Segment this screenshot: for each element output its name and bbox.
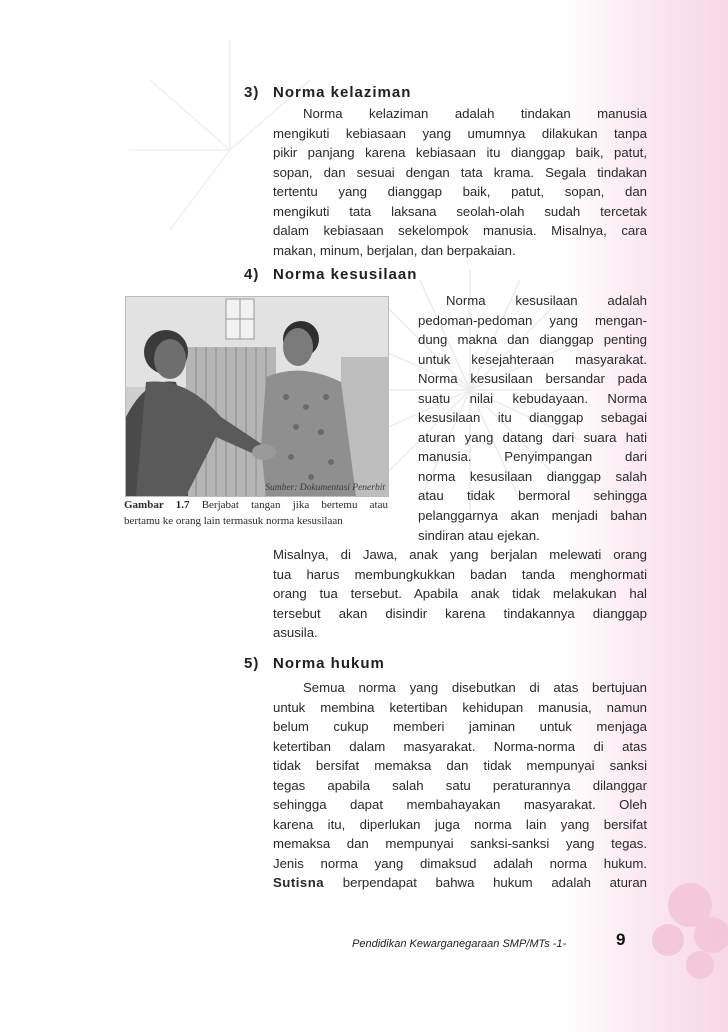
text-line: mengikuti kebiasaan yang umumnya dilakukan tanpa xyxy=(273,125,647,141)
text-line: Semua norma yang disebutkan di atas bertujuan xyxy=(303,680,647,695)
text-line: suatu nilai kebudayaan. Norma xyxy=(418,390,647,406)
text-line: tegas apabila salah satu peraturannya dilanggar xyxy=(273,777,647,793)
text-line: pikir panjang karena kebiasaan itu dianggap baik, patut, xyxy=(273,145,647,161)
text-segment: berpendapat bahwa hukum adalah aturan xyxy=(324,875,647,891)
text-line: tertentu yang dianggap baik, patut, sopan, dan xyxy=(273,184,647,200)
text-line: untuk kesejahteraan masyarakat. xyxy=(418,351,647,367)
caption-line xyxy=(124,497,388,513)
section-heading-norma-kesusilaan xyxy=(244,266,417,283)
text-line: asusila. xyxy=(273,625,318,641)
caption-line: bertamu ke orang lain termasuk norma kesusilaan xyxy=(124,515,343,527)
text-line: Norma kesusilaan adalah xyxy=(446,293,647,308)
text-line: dalam kebiasaan sekelompok manusia. Misalnya, cara xyxy=(273,223,647,239)
text-line: pelanggarnya akan menjadi bahan xyxy=(418,508,647,524)
section-heading-norma-hukum xyxy=(244,655,385,672)
section-title: Norma hukum xyxy=(273,655,385,672)
text-line: kesusilaan itu dianggap sebagai xyxy=(418,410,647,426)
footer-book-title: Pendidikan Kewarganegaraan SMP/MTs -1- xyxy=(352,938,567,950)
text-line: mengikuti tata laksana seolah-olah sudah tercetak xyxy=(273,203,647,219)
photo-handshake xyxy=(125,296,389,497)
text-line: belum cukup memberi jaminan untuk menjaga xyxy=(273,719,647,735)
text-line: sopan, dan sesuai dengan tata krama. Segala tindakan xyxy=(273,164,647,180)
text-line: memaksa dan mempunyai sanksi-sanksi yang tegas. xyxy=(273,836,647,852)
text-line: aturan yang datang dari suara hati xyxy=(418,429,647,445)
text-line: atau tidak bermoral sehingga xyxy=(418,488,647,504)
author-name: Sutisna xyxy=(273,875,325,891)
text-line: manusia. Penyimpangan dari xyxy=(418,449,647,465)
paragraph-norma-hukum xyxy=(273,678,647,893)
caption-text: Berjabat tangan jika bertemu atau xyxy=(189,499,388,511)
text-line: tidak bersifat memaksa dan tidak mempunyai sanksi xyxy=(273,758,647,774)
figure-caption xyxy=(124,497,388,529)
text-line xyxy=(273,873,647,893)
text-line: karena itu, diperlukan juga norma lain yang bersifat xyxy=(273,816,647,832)
section-number: 3) xyxy=(244,84,260,101)
section-title: Norma kesusilaan xyxy=(273,266,418,283)
text-line: pedoman-pedoman yang mengan- xyxy=(418,312,647,328)
section-number: 5) xyxy=(244,655,260,672)
text-line: Norma kelaziman adalah tindakan manusia xyxy=(303,106,647,121)
handshake-illustration xyxy=(126,297,388,496)
text-line: sindiran atau ejekan. xyxy=(418,527,540,543)
text-line: untuk membina ketertiban kehidupan manusia, namun xyxy=(273,699,647,715)
text-line: Norma kesusilaan bersandar pada xyxy=(418,371,647,387)
section-number: 4) xyxy=(244,266,260,283)
text-line: tersebut akan disindir karena tindakannya dianggap xyxy=(273,605,647,621)
text-line: dung makna dan dianggap penting xyxy=(418,332,647,348)
text-line: orang tua tersebut. Apabila anak tidak melakukan hal xyxy=(273,586,647,602)
paragraph-norma-kelaziman xyxy=(273,104,647,260)
page-number: 9 xyxy=(616,930,626,949)
text-line: Jenis norma yang dimaksud adalah norma hukum. xyxy=(273,855,647,871)
text-line: tua harus membungkukkan badan tanda menghormati xyxy=(273,566,647,582)
paragraph-norma-kesusilaan-right xyxy=(418,291,647,545)
text-line: ketertiban dalam masyarakat. Norma-norma di atas xyxy=(273,738,647,754)
section-title: Norma kelaziman xyxy=(273,84,412,101)
photo-source: Sumber: Dokumentasi Penerbit xyxy=(265,483,385,493)
text-line: norma kesusilaan dianggap salah xyxy=(418,468,647,484)
figure-label: Gambar 1.7 xyxy=(124,499,190,511)
section-heading-norma-kelaziman xyxy=(244,84,411,101)
text-line: makan, minum, berjalan, dan berpakaian. xyxy=(273,242,516,258)
text-line: Misalnya, di Jawa, anak yang berjalan melewati orang xyxy=(273,547,647,562)
text-line: sehingga dapat membahayakan masyarakat. Oleh xyxy=(273,797,647,813)
paragraph-norma-kesusilaan-full xyxy=(273,545,647,643)
